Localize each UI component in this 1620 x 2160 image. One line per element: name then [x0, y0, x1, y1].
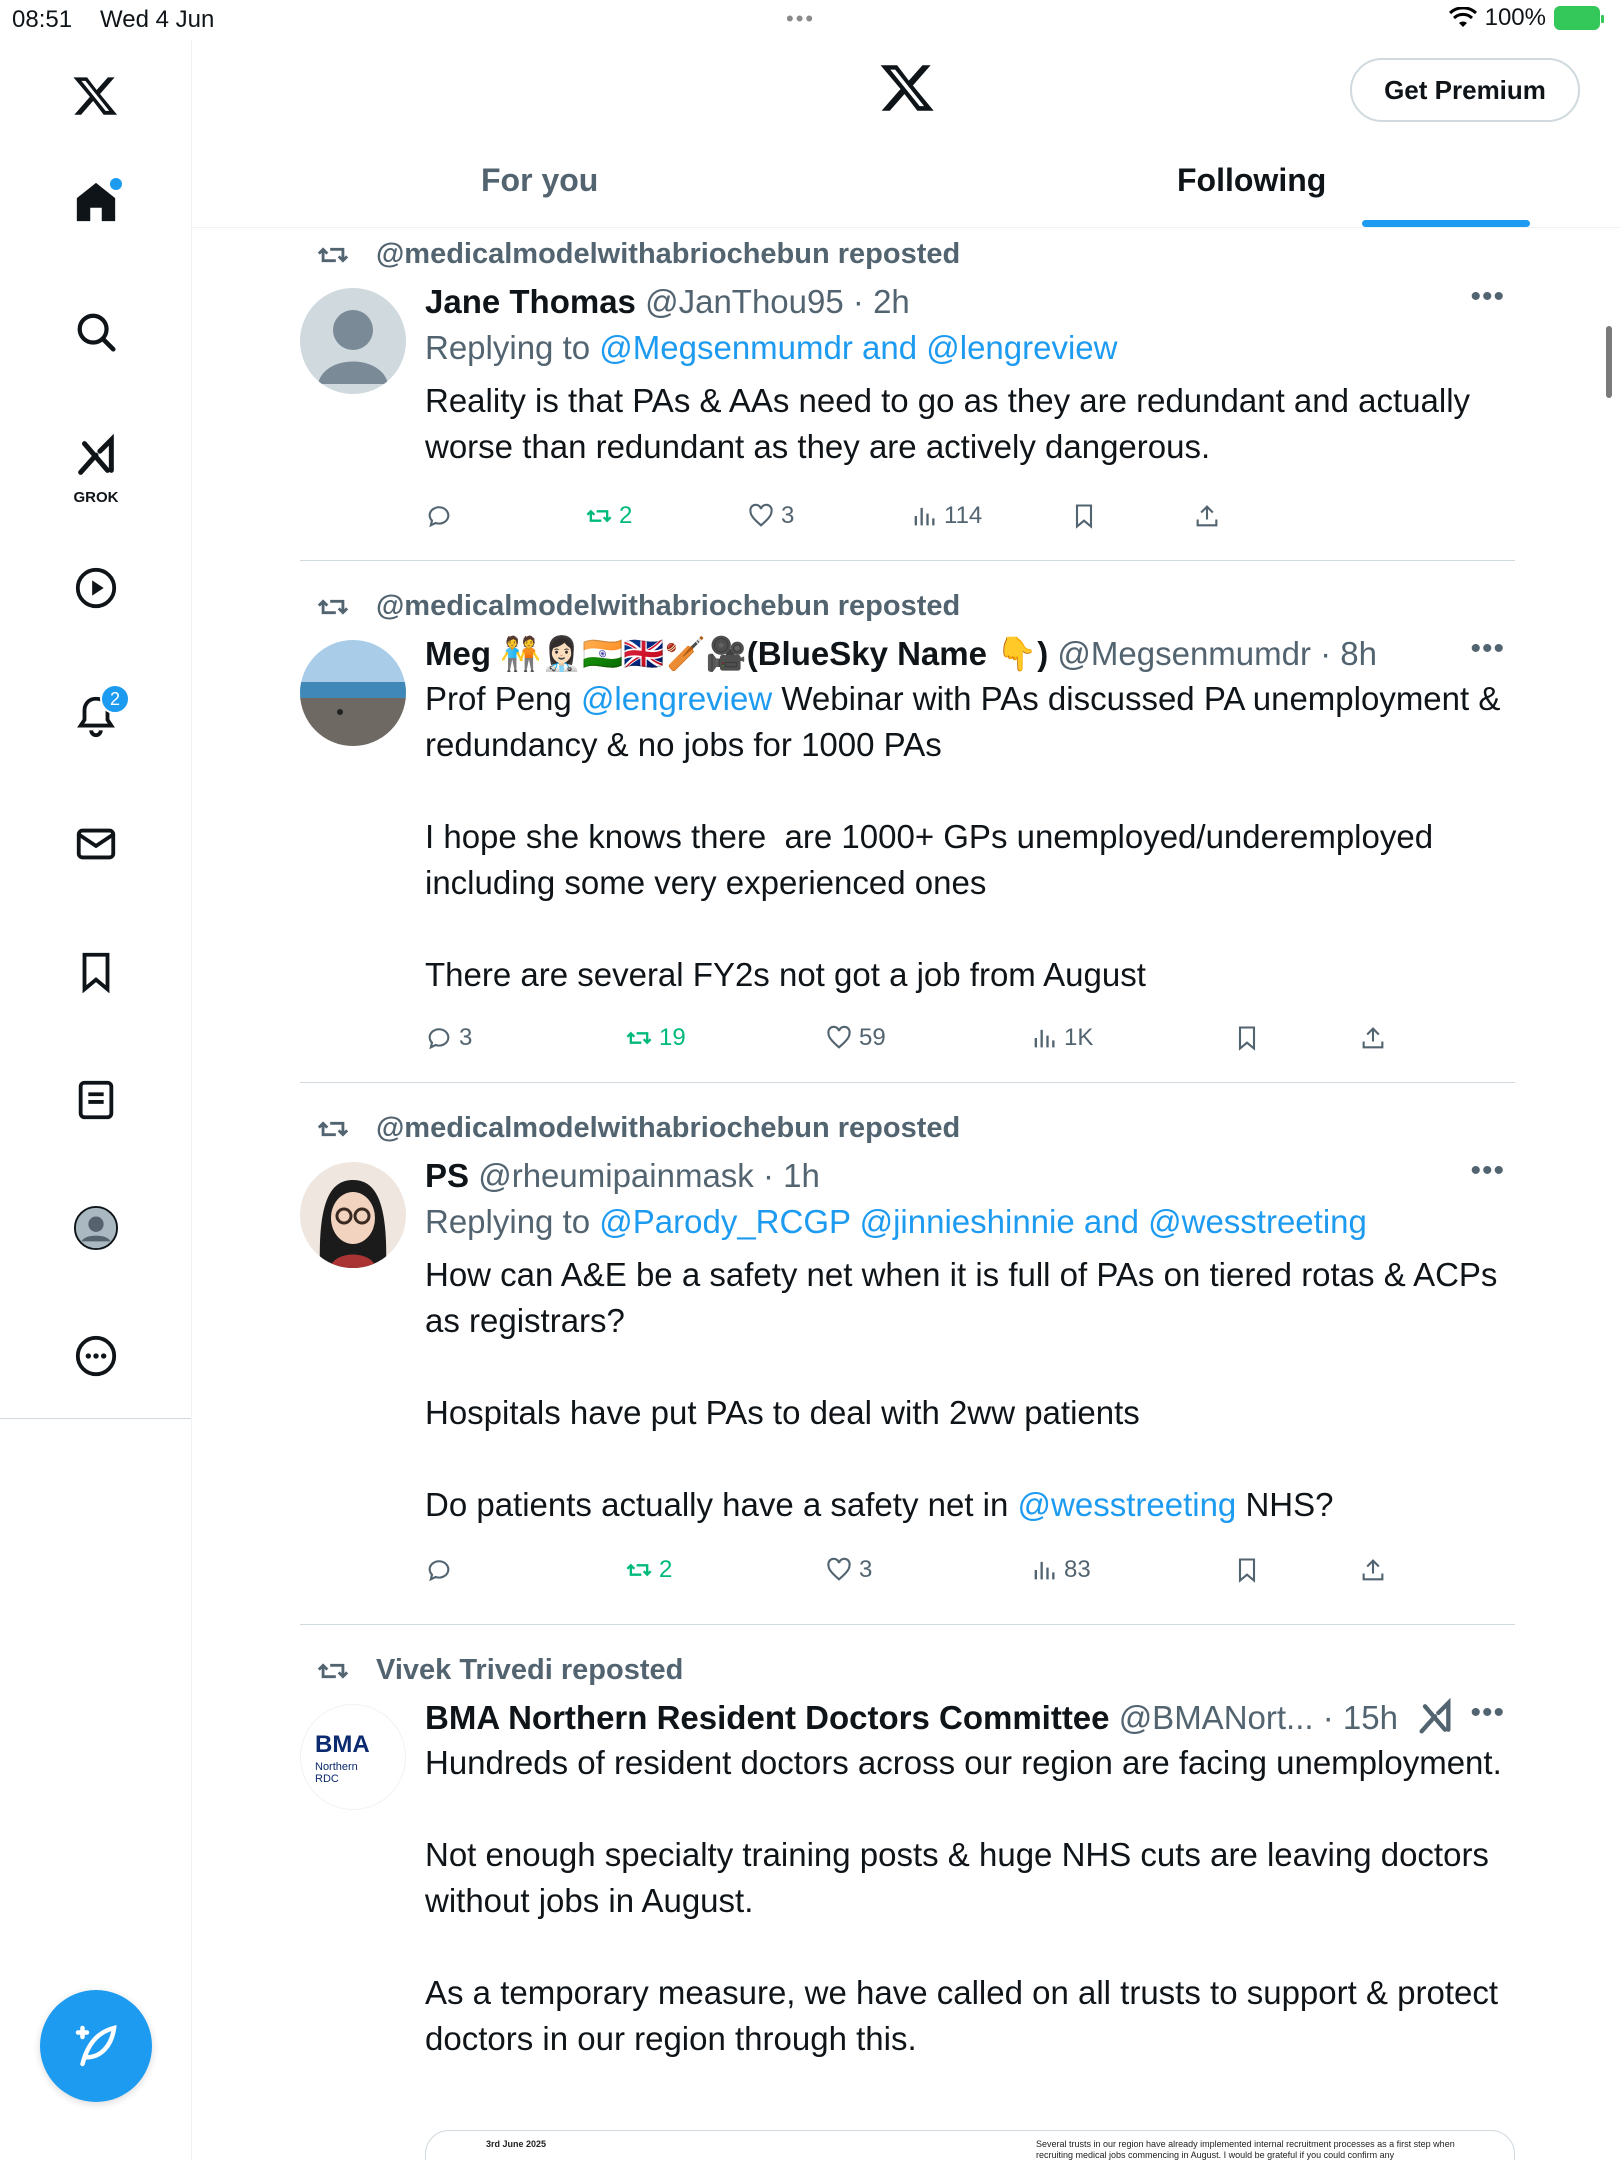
post-divider	[300, 1082, 1515, 1083]
card-date: 3rd June 2025	[486, 2139, 547, 2149]
share-button[interactable]	[1193, 502, 1221, 530]
post-media-card[interactable]	[425, 2130, 1515, 2160]
repost-context	[376, 590, 960, 623]
home-icon[interactable]	[60, 166, 132, 238]
lists-icon[interactable]	[60, 1064, 132, 1136]
search-icon[interactable]	[60, 296, 132, 368]
views-chart-icon	[910, 502, 938, 530]
author-handle[interactable]: @Megsenmumdr	[1057, 635, 1311, 672]
repost-icon	[625, 1556, 653, 1584]
repost-icon	[316, 1654, 350, 1688]
post-text: Hundreds of resident doctors across our region are facing unemployment. Not enough specialty training posts & huge NHS cuts are leaving doctors without jobs in August. As a temporary measure, we have called on all trusts to support & protect doctors in our region through this.	[425, 1744, 1502, 2057]
replying-to-users[interactable]: @Parody_RCGP @jinnieshinnie and @wesstreeting	[599, 1203, 1367, 1240]
repost-by-label: Vivek Trivedi reposted	[376, 1654, 684, 1686]
post-text-suffix: Webinar with PAs discussed PA unemployment & redundancy & no jobs for 1000 PAs I hope she knows there are 1000+ GPs unemployed/underemployed including some very experienced ones There are several FY2s not got a job from August	[425, 680, 1501, 993]
share-icon	[1193, 502, 1221, 530]
bookmark-button[interactable]	[1233, 1556, 1261, 1584]
post-header: BMA Northern Resident Doctors Committee @BMANort... · 15h	[425, 1699, 1398, 1736]
repost-context	[376, 238, 960, 271]
views-chart-icon	[1030, 1556, 1058, 1584]
repost-count: 19	[659, 1024, 686, 1051]
share-icon	[1359, 1024, 1387, 1052]
status-time: 08:51	[12, 6, 73, 33]
repost-context	[376, 1112, 960, 1145]
reply-button[interactable]	[425, 502, 459, 530]
bookmark-icon	[1070, 502, 1098, 530]
x-header-logo-icon[interactable]	[880, 60, 936, 116]
home-unread-dot	[110, 178, 122, 190]
post-ps[interactable]	[300, 1112, 1515, 1602]
share-button[interactable]	[1359, 1556, 1387, 1584]
post-text-prefix: Prof Peng	[425, 680, 581, 717]
post-jane-thomas[interactable]	[300, 238, 1515, 558]
reply-count: 3	[459, 1024, 473, 1051]
x-logo-icon[interactable]	[60, 60, 132, 132]
battery-icon	[1554, 6, 1600, 30]
sidebar-border	[191, 1418, 192, 2160]
messages-mail-icon[interactable]	[60, 808, 132, 880]
like-button[interactable]	[825, 1024, 886, 1052]
bookmark-button[interactable]	[1233, 1024, 1261, 1052]
bma-logo-text: BMA	[315, 1731, 370, 1758]
post-actions	[425, 1556, 1505, 1592]
reply-icon	[425, 1556, 453, 1584]
replying-to	[425, 1198, 1505, 1246]
share-icon	[1359, 1556, 1387, 1584]
battery-percent: 100%	[1484, 4, 1546, 31]
post-body	[425, 280, 1505, 470]
status-bar	[0, 0, 1620, 40]
post-text	[425, 1252, 1505, 1528]
post-text-main: How can A&E be a safety net when it is full of PAs on tiered rotas & ACPs as registrars? Hospitals have put PAs to deal with 2ww patients Do patients actually have a safety net in	[425, 1256, 1498, 1523]
post-meg[interactable]	[300, 590, 1515, 1070]
like-button[interactable]	[825, 1556, 872, 1584]
reply-icon	[425, 502, 453, 530]
author-name[interactable]: Jane Thomas	[425, 283, 636, 320]
author-name[interactable]: Meg 🧑‍🤝‍🧑👩🏻‍⚕️🇮🇳🇬🇧🏏🎥(BlueSky Name 👇)	[425, 635, 1049, 672]
views-chart-icon	[1030, 1024, 1058, 1052]
views-button[interactable]	[910, 502, 982, 530]
post-actions	[425, 502, 1505, 538]
repost-icon	[316, 1112, 350, 1146]
mention-link[interactable]: @lengreview	[580, 680, 773, 717]
post-more-icon[interactable]: •••	[1470, 280, 1505, 313]
post-time[interactable]: 15h	[1342, 1699, 1398, 1736]
post-text: Reality is that PAs & AAs need to go as they are redundant and actually worse than redundant as they are actively dangerous.	[425, 382, 1480, 465]
video-play-icon[interactable]	[60, 552, 132, 624]
post-time[interactable]: 1h	[783, 1157, 820, 1194]
replying-to-prefix: Replying to	[425, 1203, 600, 1240]
replying-to-prefix: Replying to	[425, 329, 600, 366]
author-handle[interactable]: @rheumipainmask	[478, 1157, 754, 1194]
repost-button[interactable]	[625, 1556, 672, 1584]
author-name[interactable]: PS	[425, 1157, 470, 1194]
default-avatar-icon	[300, 288, 406, 394]
repost-by-label: @medicalmodelwithabriochebun reposted	[376, 1112, 961, 1144]
card-text: Several trusts in our region have already implemented internal recruitment processes as a first step when recruiting medical jobs commencing in August. I would be grateful if you could confirm any	[1036, 2139, 1455, 2160]
repost-button[interactable]	[585, 502, 632, 530]
repost-icon	[316, 590, 350, 624]
bookmarks-icon[interactable]	[60, 936, 132, 1008]
grok-explain-icon[interactable]	[1415, 1698, 1455, 1738]
active-tab-indicator	[1362, 220, 1530, 227]
repost-count: 2	[659, 1556, 673, 1583]
timeline-tabs	[192, 150, 1620, 228]
mention-link[interactable]: @wesstreeting	[1017, 1486, 1237, 1523]
post-body	[425, 632, 1505, 998]
tab-for-you[interactable]: For you	[481, 162, 599, 198]
post-header: Jane Thomas @JanThou95 · 2h	[425, 283, 910, 320]
post-text	[425, 676, 1505, 998]
repost-context	[376, 1654, 683, 1687]
repost-button[interactable]	[625, 1024, 686, 1052]
compose-feather-icon	[69, 2019, 123, 2073]
repost-icon	[625, 1024, 653, 1052]
like-button[interactable]	[747, 502, 794, 530]
reply-button[interactable]	[425, 1024, 472, 1052]
post-more-icon[interactable]: •••	[1470, 1696, 1505, 1729]
avatar[interactable]	[300, 288, 406, 394]
post-body	[425, 1696, 1505, 2062]
post-bma[interactable]	[300, 1654, 1515, 2124]
wifi-icon	[1449, 7, 1477, 29]
post-more-icon[interactable]: •••	[1470, 632, 1505, 665]
views-button[interactable]	[1030, 1556, 1091, 1584]
replying-to-users[interactable]: @Megsenmumdr and @lengreview	[599, 329, 1118, 366]
post-actions	[425, 1024, 1505, 1060]
post-more-icon[interactable]: •••	[1470, 1154, 1505, 1187]
grok-icon[interactable]	[60, 424, 132, 508]
post-time[interactable]: 8h	[1340, 635, 1378, 672]
get-premium-button[interactable]: Get Premium	[1350, 58, 1580, 122]
grok-label: GROK	[73, 489, 119, 506]
post-divider	[300, 1624, 1515, 1625]
views-count: 1K	[1064, 1024, 1094, 1051]
repost-by-label: @medicalmodelwithabriochebun reposted	[376, 590, 961, 622]
cartoon-avatar	[300, 1162, 406, 1268]
sidebar-divider	[0, 1418, 192, 1419]
post-divider	[300, 560, 1515, 561]
heart-icon	[747, 502, 775, 530]
beach-photo-avatar	[300, 640, 406, 746]
like-count: 59	[859, 1024, 886, 1051]
bookmark-icon	[1233, 1024, 1261, 1052]
avatar[interactable]	[300, 1704, 406, 1810]
post-text-end: NHS?	[1236, 1486, 1334, 1523]
avatar[interactable]	[300, 1162, 406, 1268]
like-count: 3	[781, 502, 795, 529]
more-options-icon[interactable]	[60, 1320, 132, 1392]
author-handle[interactable]: @JanThou95	[645, 283, 844, 320]
author-name[interactable]: BMA Northern Resident Doctors Committee	[425, 1699, 1110, 1736]
multitask-dots-icon[interactable]: •••	[786, 6, 816, 31]
bma-logo-subtext: Northern RDC	[315, 1761, 358, 1785]
author-handle[interactable]: @BMANort...	[1118, 1699, 1314, 1736]
bookmark-button[interactable]	[1070, 502, 1098, 530]
status-right	[1449, 4, 1600, 32]
repost-icon	[316, 238, 350, 272]
heart-icon	[825, 1556, 853, 1584]
notifications-badge: 2	[100, 684, 130, 714]
replying-to	[425, 324, 1505, 372]
like-count: 3	[859, 1556, 873, 1583]
post-body	[425, 1154, 1505, 1528]
tab-following[interactable]: Following	[1177, 162, 1327, 198]
share-button[interactable]	[1359, 1024, 1387, 1052]
views-count: 83	[1064, 1556, 1091, 1583]
views-button[interactable]	[1030, 1024, 1093, 1052]
repost-count: 2	[619, 502, 633, 529]
post-time[interactable]: 2h	[873, 283, 910, 320]
reply-button[interactable]	[425, 1556, 459, 1584]
status-date: Wed 4 Jun	[100, 6, 215, 33]
notifications-bell-icon[interactable]	[60, 680, 132, 752]
avatar[interactable]	[300, 640, 406, 746]
scrollbar-thumb[interactable]	[1606, 326, 1612, 398]
post-header: Meg 🧑‍🤝‍🧑👩🏻‍⚕️🇮🇳🇬🇧🏏🎥(BlueSky Name 👇) @Megsenmumdr · 8h	[425, 635, 1378, 672]
repost-icon	[585, 502, 613, 530]
compose-post-button[interactable]	[40, 1990, 152, 2102]
heart-icon	[825, 1024, 853, 1052]
post-header: PS @rheumipainmask · 1h	[425, 1157, 820, 1194]
views-count: 114	[944, 502, 983, 529]
sidebar	[0, 40, 192, 1420]
reply-icon	[425, 1024, 453, 1052]
profile-avatar-icon[interactable]	[60, 1192, 132, 1264]
bookmark-icon	[1233, 1556, 1261, 1584]
repost-by-label: @medicalmodelwithabriochebun reposted	[376, 238, 961, 270]
